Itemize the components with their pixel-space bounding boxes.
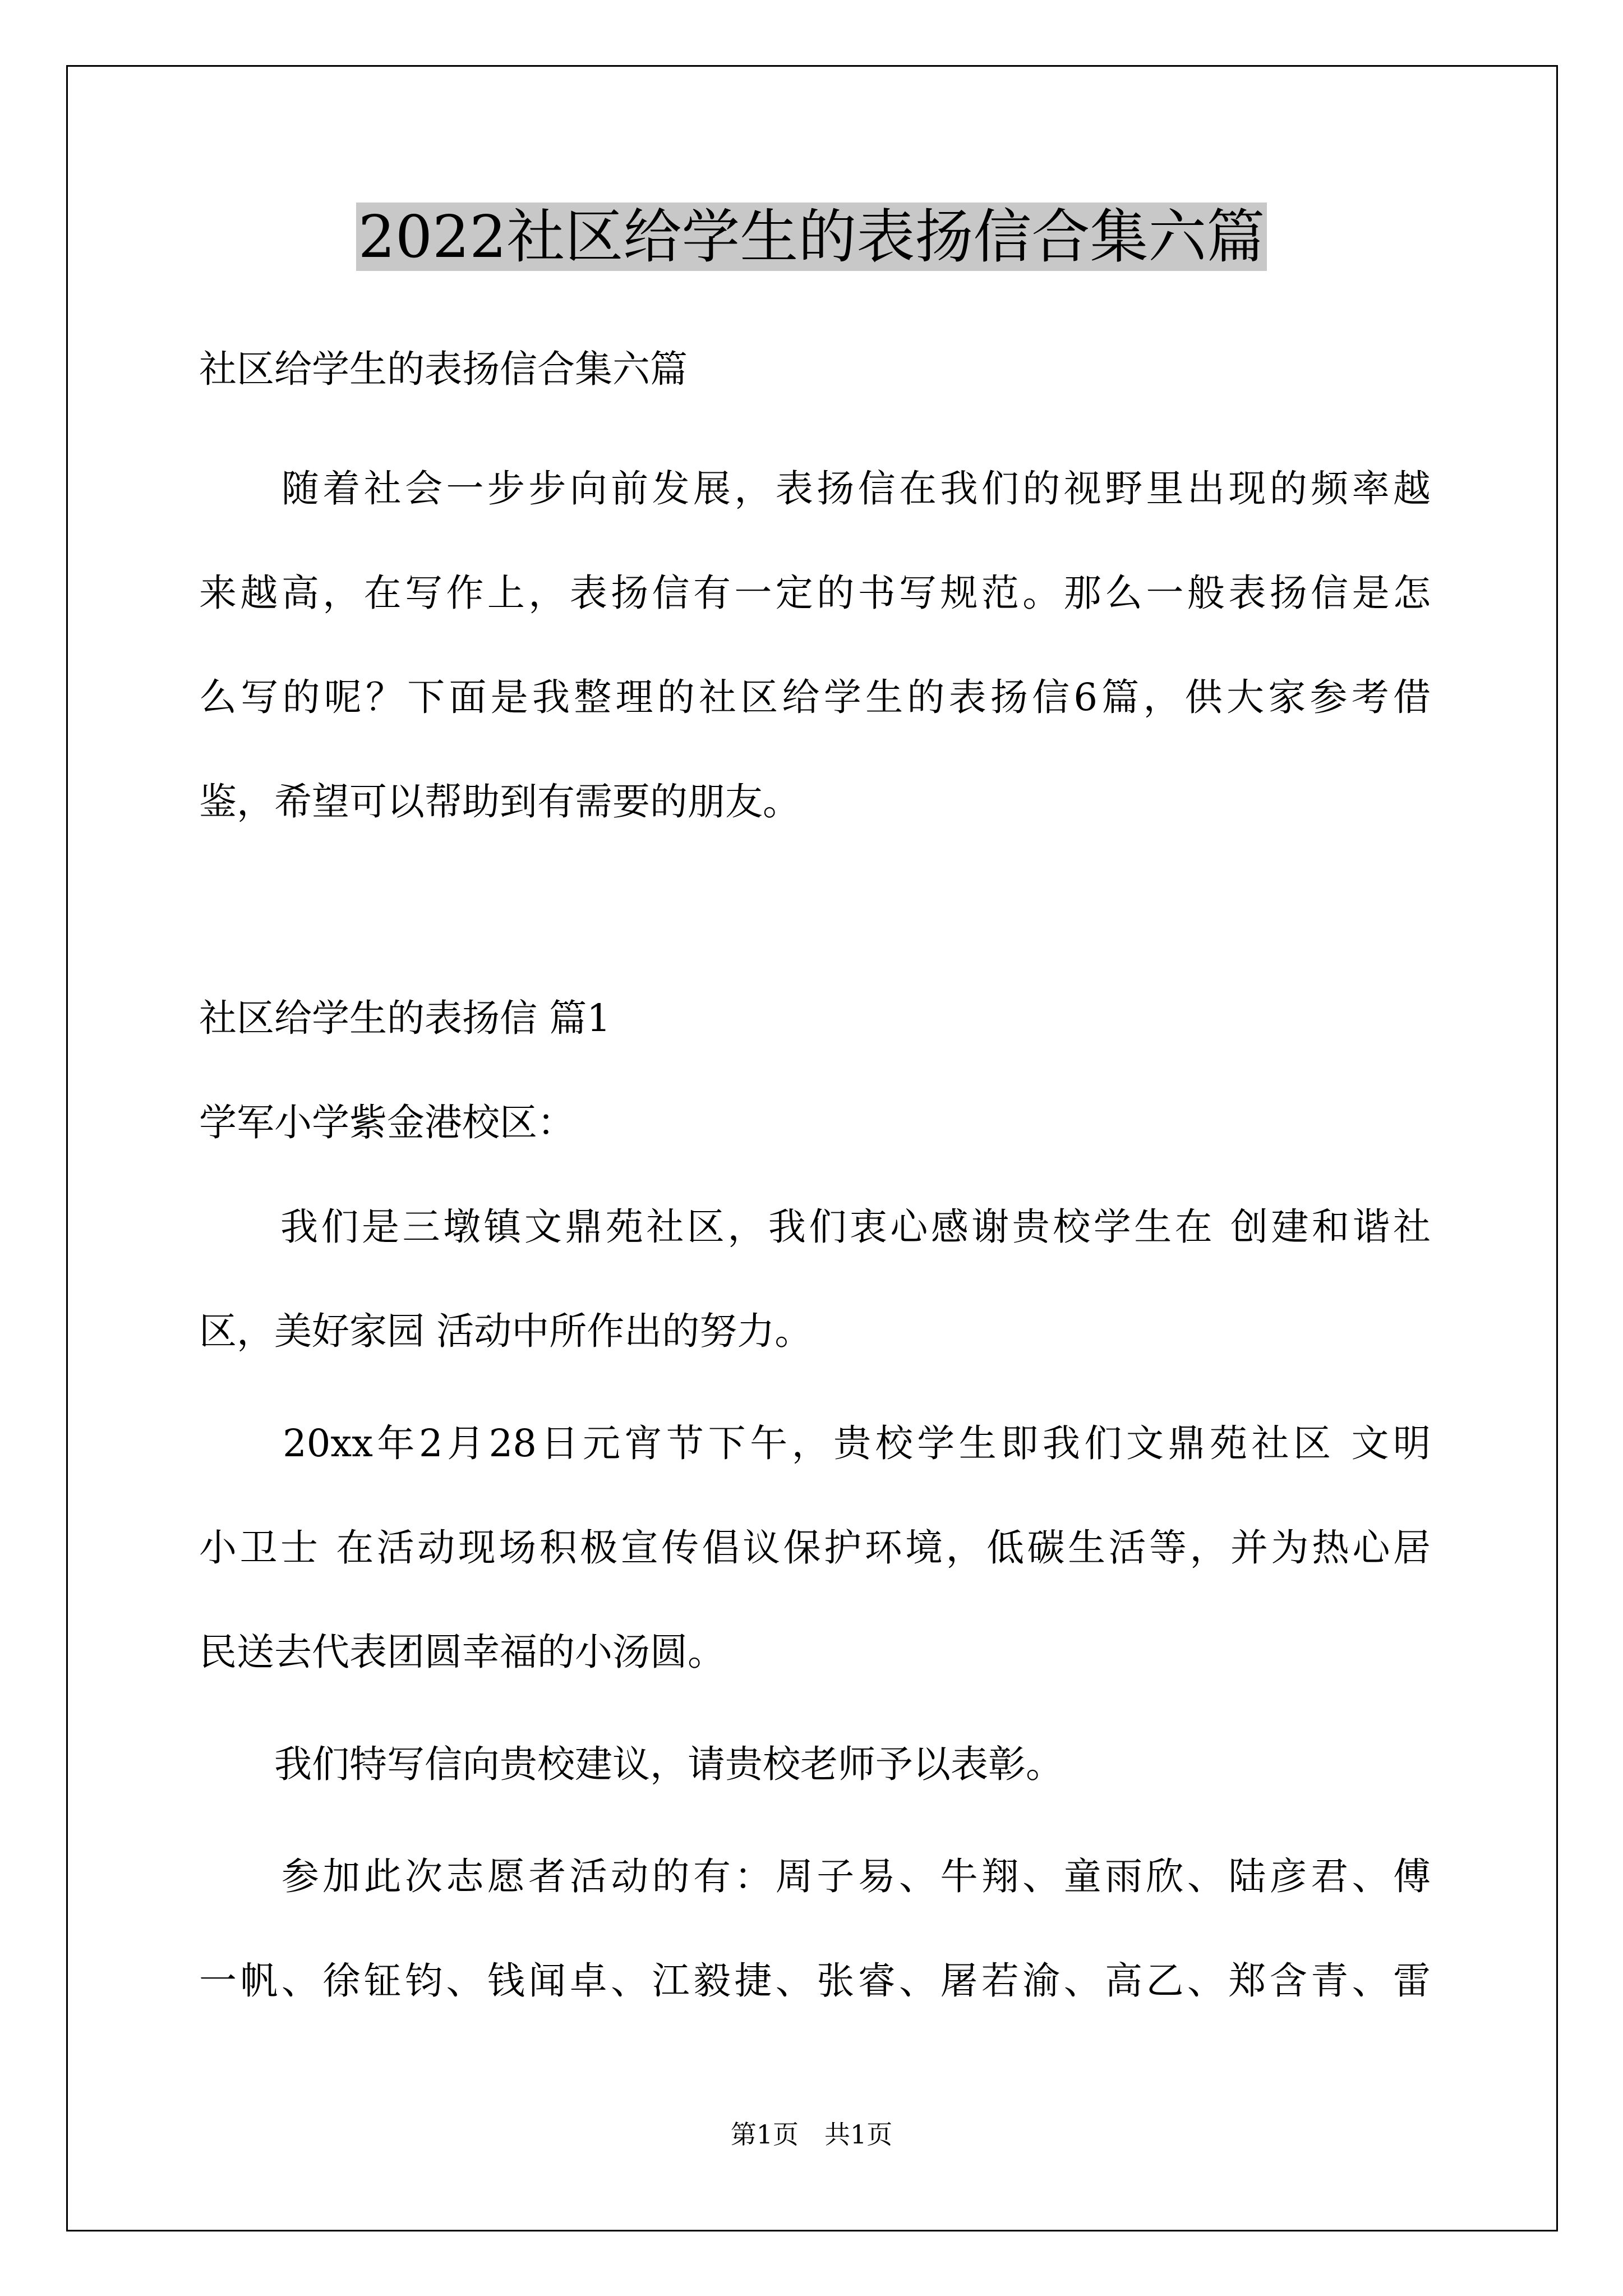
body-line: 区，美好家园 活动中所作出的努力。 — [199, 1309, 813, 1353]
body-line: 参加此次志愿者活动的有：周子易、牛翔、童雨欣、陆彦君、傅 — [199, 1855, 1431, 1898]
body-line: 小卫士 在活动现场积极宣传倡议保护环境，低碳生活等，并为热心居 — [199, 1526, 1431, 1570]
body-line: 我们特写信向贵校建议，请贵校老师予以表彰。 — [199, 1742, 1063, 1786]
body-line: 鉴，希望可以帮助到有需要的朋友。 — [199, 780, 800, 823]
salutation: 学军小学紫金港校区： — [199, 1101, 575, 1144]
body-line: 我们是三墩镇文鼎苑社区，我们衷心感谢贵校学生在 创建和谐社 — [199, 1205, 1431, 1249]
body-line: 来越高，在写作上，表扬信有一定的书写规范。那么一般表扬信是怎 — [199, 571, 1431, 615]
section-heading: 社区给学生的表扬信 篇1 — [199, 996, 611, 1040]
body-line: 民送去代表团圆幸福的小汤圆。 — [199, 1630, 725, 1674]
body-line: 随着社会一步步向前发展，表扬信在我们的视野里出现的频率越 — [199, 467, 1431, 510]
document-title: 2022社区给学生的表扬信合集六篇 — [0, 197, 1623, 276]
intro-heading: 社区给学生的表扬信合集六篇 — [199, 347, 688, 391]
body-line: 20xx年2月28日元宵节下午，贵校学生即我们文鼎苑社区 文明 — [199, 1421, 1431, 1465]
body-line: 一帆、徐钲钧、钱闻卓、江毅捷、张睿、屠若渝、高乙、郑含青、雷 — [199, 1959, 1431, 2003]
body-line: 么写的呢？下面是我整理的社区给学生的表扬信6篇，供大家参考借 — [199, 675, 1431, 719]
page-footer: 第1页 共1页 — [730, 2119, 893, 2150]
